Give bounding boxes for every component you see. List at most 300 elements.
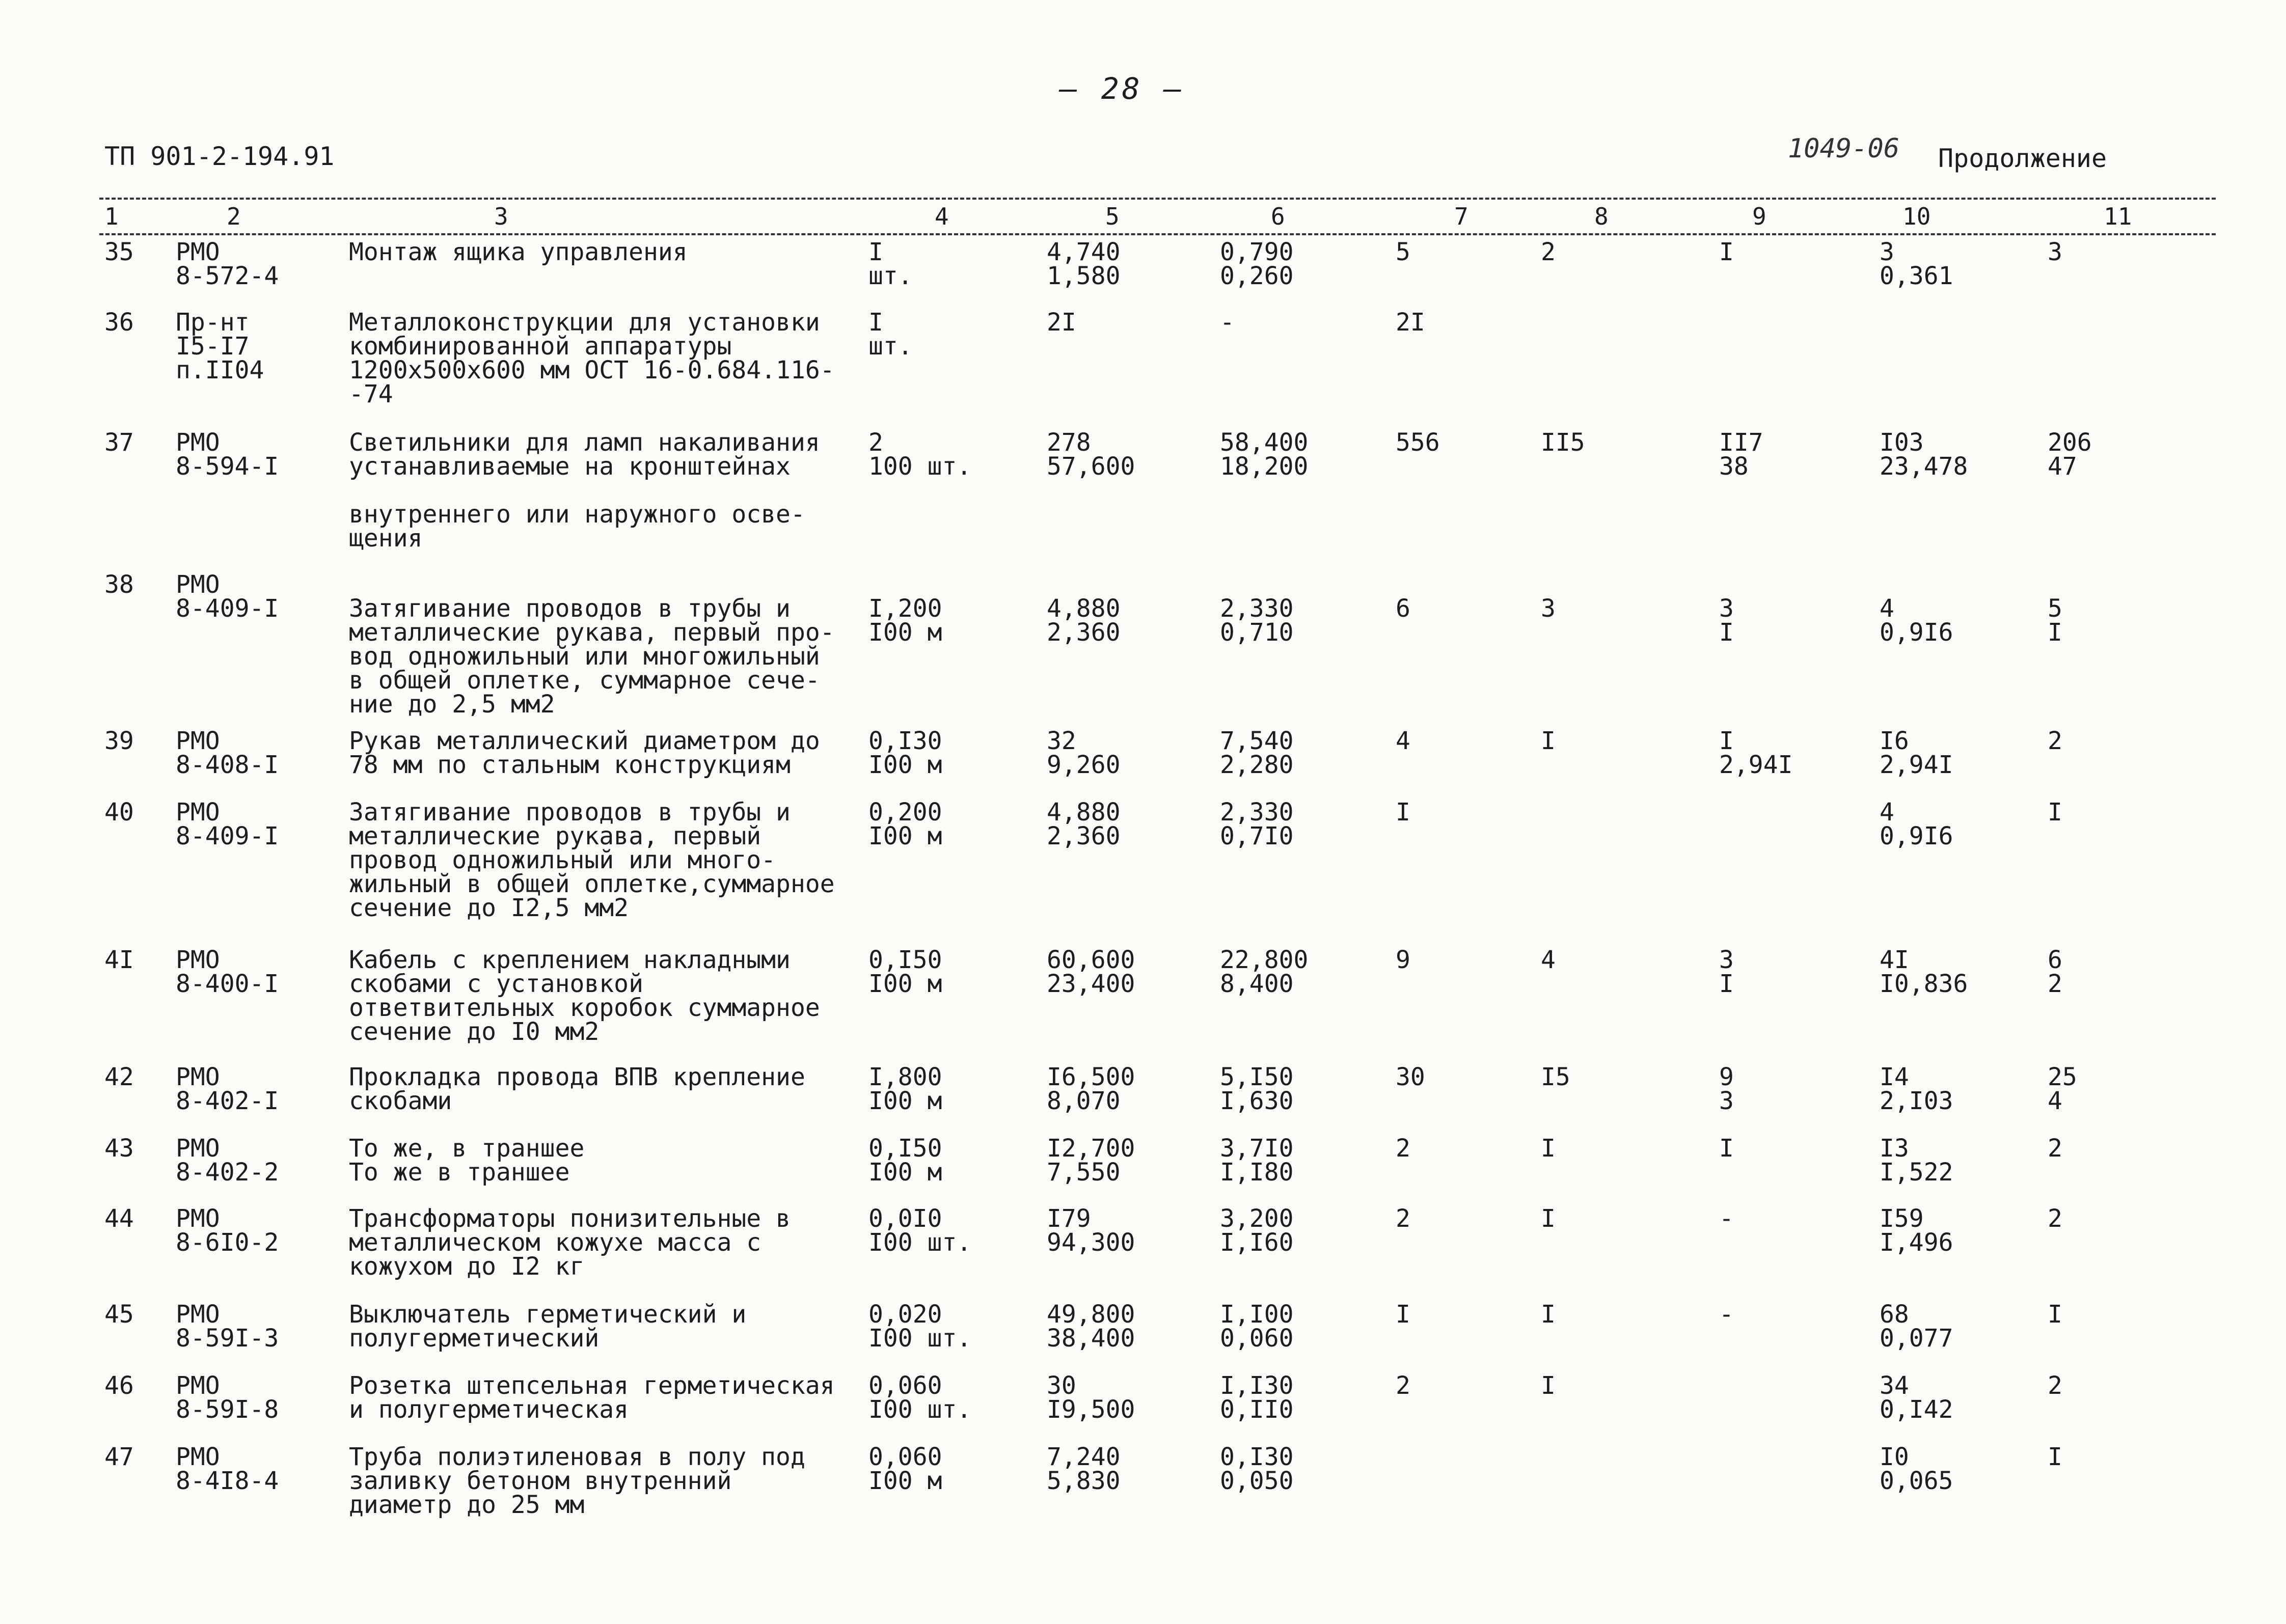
cell-line <box>1541 573 1556 597</box>
cell-line: I,800 <box>868 1063 942 1091</box>
cell-line: 4 <box>1541 946 1556 974</box>
cell-line: 4,880 <box>1047 594 1121 623</box>
cell-line: I <box>1396 798 1410 827</box>
cell-line: I <box>2048 1300 2062 1329</box>
cell-line: Розетка штепсельная герметическая <box>349 1371 835 1400</box>
cell-line: 3 <box>1719 946 1734 974</box>
cell-line: 3 <box>1719 1087 1734 1115</box>
cell-c9 <box>1719 729 1793 777</box>
cell-line: Металлоконструкции для установки <box>349 308 820 337</box>
cell-n: 38 <box>104 570 134 599</box>
cell-c10 <box>1880 1371 1953 1424</box>
cell-line: 0,060 <box>868 1371 942 1400</box>
cell-qty <box>868 798 942 850</box>
cell-line: 0,9I6 <box>1880 618 1953 647</box>
cell-c9 <box>1719 428 1763 481</box>
cell-n: 44 <box>104 1204 134 1233</box>
cell-line: Затягивание проводов в трубы и <box>349 798 791 827</box>
column-header-11: 11 <box>2104 203 2132 230</box>
cell-line: 23,400 <box>1047 970 1135 998</box>
table-header <box>99 198 2216 232</box>
cell-line: 0,050 <box>1220 1467 1294 1495</box>
cell-line: 2 <box>1541 238 1556 266</box>
cell-c9 <box>1719 1300 1734 1329</box>
cell-c10 <box>1880 1065 1953 1113</box>
cell-line: 8,070 <box>1047 1087 1121 1115</box>
cell-name <box>349 798 835 922</box>
cell-line: I00 м <box>868 822 942 850</box>
cell-c5 <box>1047 240 1121 288</box>
cell-line <box>1719 573 1734 597</box>
cell-qty <box>868 308 913 361</box>
cell-c7 <box>1396 240 1410 264</box>
cell-line: жильный в общей оплетке,суммарное <box>349 870 835 898</box>
cell-c5 <box>1047 729 1121 777</box>
cell-line: 2 <box>2048 1134 2062 1163</box>
cell-line: 1200х500х600 мм ОСТ 16-0.684.116- <box>349 356 835 384</box>
cell-line: I5-I7 <box>176 332 250 361</box>
cell-line: 0,9I6 <box>1880 822 1953 850</box>
cell-c11 <box>2048 1300 2062 1329</box>
cell-c7 <box>1396 573 1410 621</box>
cell-c5 <box>1047 428 1135 481</box>
column-header-5: 5 <box>1105 203 1120 230</box>
cell-line: металлическом кожухе масса с <box>349 1228 761 1257</box>
cell-line: I <box>1396 1300 1410 1329</box>
cell-c8 <box>1541 428 1585 457</box>
cell-line: 8-408-I <box>176 751 279 779</box>
cell-code <box>176 1371 279 1424</box>
cell-line: 8-59I-8 <box>176 1395 279 1424</box>
cell-c8 <box>1541 948 1556 972</box>
cell-name <box>349 948 820 1044</box>
cell-line: 38 <box>1719 452 1749 481</box>
cell-line: Светильники для ламп накаливания <box>349 428 820 457</box>
cell-line: 3,200 <box>1220 1204 1294 1233</box>
cell-line: 3 <box>2048 238 2062 266</box>
cell-line: 2,330 <box>1220 594 1294 623</box>
cell-c6 <box>1220 1204 1294 1257</box>
cell-line: I <box>1719 238 1734 266</box>
cell-line: I00 м <box>868 618 942 647</box>
cell-c6 <box>1220 308 1235 337</box>
cell-line: 4I <box>1880 946 1909 974</box>
cell-line: I0 <box>1880 1443 1909 1471</box>
cell-line: 49,800 <box>1047 1300 1135 1329</box>
cell-line: I00 шт. <box>868 1228 972 1257</box>
cell-c10 <box>1880 428 1968 481</box>
cell-line: 3 <box>1541 594 1556 623</box>
cell-line: I3 <box>1880 1134 1909 1163</box>
cell-line: 4 <box>1396 727 1410 755</box>
cell-line: Трансформаторы понизительные в <box>349 1204 791 1233</box>
cell-line: 8-4I8-4 <box>176 1467 279 1495</box>
cell-name <box>349 1371 835 1424</box>
cell-c6 <box>1220 1445 1294 1493</box>
cell-line: ние до 2,5 мм2 <box>349 690 555 719</box>
cell-line: I,I00 <box>1220 1300 1294 1329</box>
cell-line: РМО <box>176 946 220 974</box>
cell-line: 7,540 <box>1220 727 1294 755</box>
cell-line: То же, в траншее <box>349 1134 585 1163</box>
cell-n: 45 <box>104 1300 134 1329</box>
cell-line: I <box>2048 618 2062 647</box>
cell-line: 2I <box>1396 308 1425 337</box>
cell-line: Труба полиэтиленовая в полу под <box>349 1443 805 1471</box>
cell-line: и полугерметическая <box>349 1395 629 1424</box>
cell-n: 37 <box>104 428 134 457</box>
cell-line: металлические рукава, первый про- <box>349 618 835 647</box>
cell-c7 <box>1396 948 1410 972</box>
cell-c7 <box>1396 1300 1410 1329</box>
cell-qty <box>868 1300 972 1353</box>
cell-c8 <box>1541 1134 1556 1163</box>
cell-line: 0,I30 <box>868 727 942 755</box>
cell-line: 2,360 <box>1047 822 1121 850</box>
cell-line: 8-402-2 <box>176 1158 279 1187</box>
cell-qty <box>868 240 913 288</box>
cell-qty <box>868 573 942 645</box>
column-header-3: 3 <box>494 203 508 230</box>
cell-line: 4 <box>1880 798 1894 827</box>
cell-line: I6 <box>1880 727 1909 755</box>
cell-c10 <box>1880 240 1953 288</box>
cell-line: I,522 <box>1880 1158 1953 1187</box>
cell-line: I,I80 <box>1220 1158 1294 1187</box>
cell-c10 <box>1880 798 1953 850</box>
cell-qty <box>868 1445 942 1493</box>
cell-line <box>1047 573 1121 597</box>
cell-line: 32 <box>1047 727 1076 755</box>
cell-c6 <box>1220 729 1294 777</box>
cell-c8 <box>1541 573 1556 621</box>
column-header-9: 9 <box>1752 203 1766 230</box>
cell-line: - <box>1719 1300 1734 1329</box>
cell-c7 <box>1396 308 1425 337</box>
cell-line: 8-409-I <box>176 822 279 850</box>
cell-line: 38,400 <box>1047 1324 1135 1353</box>
cell-line: 4,880 <box>1047 798 1121 827</box>
cell-c11 <box>2048 798 2062 827</box>
cell-c8 <box>1541 729 1556 753</box>
cell-line: 0,060 <box>1220 1324 1294 1353</box>
cell-line: 0,077 <box>1880 1324 1953 1353</box>
cell-line: 556 <box>1396 428 1440 457</box>
cell-n: 35 <box>104 238 134 266</box>
cell-c10 <box>1880 729 1953 777</box>
cell-line: 68 <box>1880 1300 1909 1329</box>
cell-c11 <box>2048 1445 2062 1469</box>
cell-c10 <box>1880 1300 1953 1353</box>
column-header-1: 1 <box>104 203 119 230</box>
cell-line: I,I60 <box>1220 1228 1294 1257</box>
cell-line: 3,7I0 <box>1220 1134 1294 1163</box>
cell-line: 2,330 <box>1220 798 1294 827</box>
cell-line: - <box>1719 1204 1734 1233</box>
cell-c7 <box>1396 1371 1410 1400</box>
cell-line: I <box>1719 1134 1734 1163</box>
cell-line: Монтаж ящика управления <box>349 238 688 266</box>
cell-line: 8-6I0-2 <box>176 1228 279 1257</box>
cell-line: 5 <box>1396 238 1410 266</box>
cell-c7 <box>1396 1134 1410 1163</box>
cell-line: 23,478 <box>1880 452 1968 481</box>
cell-line: I00 м <box>868 751 942 779</box>
cell-line: 25 <box>2048 1063 2077 1091</box>
cell-c10 <box>1880 1445 1953 1493</box>
cell-line: 2 <box>1396 1134 1410 1163</box>
cell-line: I2,700 <box>1047 1134 1135 1163</box>
cell-line: 0,020 <box>868 1300 942 1329</box>
cell-c10 <box>1880 1134 1953 1187</box>
cell-c8 <box>1541 1204 1556 1233</box>
cell-line: РМО <box>176 1371 220 1400</box>
cell-line: I,496 <box>1880 1228 1953 1257</box>
cell-line: 9,260 <box>1047 751 1121 779</box>
cell-code <box>176 729 279 777</box>
cell-line: 5,I50 <box>1220 1063 1294 1091</box>
cell-line: I00 м <box>868 970 942 998</box>
cell-c5 <box>1047 948 1135 996</box>
cell-line: 0,II0 <box>1220 1395 1294 1424</box>
cell-line: 78 мм по стальным конструкциям <box>349 751 791 779</box>
document-code: ТП 901-2-194.91 <box>104 142 335 171</box>
cell-c9 <box>1719 1134 1734 1163</box>
cell-line: I59 <box>1880 1204 1924 1233</box>
cell-name <box>349 1204 791 1281</box>
cell-line: 34 <box>1880 1371 1909 1400</box>
cell-line: 0,200 <box>868 798 942 827</box>
cell-c11 <box>2048 729 2062 753</box>
cell-line: сечение до I2,5 мм2 <box>349 894 629 922</box>
cell-c9 <box>1719 1204 1734 1233</box>
cell-line: шт. <box>868 332 913 361</box>
cell-c10 <box>1880 948 1968 996</box>
cell-line: 8-409-I <box>176 594 279 623</box>
cell-line: - <box>1220 308 1235 337</box>
cell-name <box>349 1445 805 1517</box>
handwritten-note: 1049-06 <box>1788 133 1900 164</box>
cell-line: II7 <box>1719 428 1763 457</box>
cell-line: Затягивание проводов в трубы и <box>349 594 791 623</box>
cell-line: 3 <box>1880 238 1894 266</box>
cell-c6 <box>1220 1300 1294 1353</box>
cell-line: 0,710 <box>1220 618 1294 647</box>
cell-c6 <box>1220 948 1308 996</box>
cell-line: 0,I50 <box>868 946 942 974</box>
cell-line: Рукав металлический диаметром до <box>349 727 820 755</box>
cell-c11 <box>2048 573 2062 645</box>
cell-line: 1,580 <box>1047 262 1121 290</box>
column-header-6: 6 <box>1271 203 1285 230</box>
page-number: – 28 – <box>1059 71 1185 106</box>
cell-line: шт. <box>868 262 913 290</box>
cell-c9 <box>1719 1065 1734 1113</box>
column-header-10: 10 <box>1902 203 1931 230</box>
cell-line <box>1396 573 1410 597</box>
cell-line: 47 <box>2048 452 2077 481</box>
cell-line: I,630 <box>1220 1087 1294 1115</box>
cell-line: I <box>2048 1443 2062 1471</box>
cell-line: провод одножильный или много- <box>349 846 776 874</box>
cell-code <box>176 1065 279 1113</box>
column-header-2: 2 <box>227 203 241 230</box>
cell-line: -74 <box>349 380 393 408</box>
cell-line: 22,800 <box>1220 946 1309 974</box>
cell-n: 39 <box>104 727 134 755</box>
cell-c11 <box>2048 428 2092 481</box>
cell-c7 <box>1396 729 1410 753</box>
cell-line: I79 <box>1047 1204 1091 1233</box>
cell-c6 <box>1220 573 1294 645</box>
cell-line: Выключатель герметический и <box>349 1300 747 1329</box>
cell-line: I <box>1541 1134 1556 1163</box>
cell-line: I00 шт. <box>868 1395 972 1424</box>
cell-line: 0,060 <box>868 1443 942 1471</box>
cell-line: 5 <box>2048 594 2062 623</box>
cell-code <box>176 1134 279 1187</box>
cell-line: 0,I30 <box>1220 1443 1294 1471</box>
cell-line: То же в траншее <box>349 1158 570 1187</box>
cell-c11 <box>2048 1134 2062 1163</box>
cell-qty <box>868 1065 942 1113</box>
cell-line: 30 <box>1396 1063 1425 1091</box>
cell-line: кожухом до I2 кг <box>349 1252 585 1281</box>
cell-line: I6,500 <box>1047 1063 1135 1091</box>
cell-line: 30 <box>1047 1371 1076 1400</box>
cell-line: I5 <box>1541 1063 1570 1091</box>
cell-c8 <box>1541 240 1556 264</box>
cell-line: I9,500 <box>1047 1395 1135 1424</box>
cell-c11 <box>2048 948 2062 996</box>
cell-c5 <box>1047 1065 1135 1113</box>
cell-line: сечение до I0 мм2 <box>349 1017 600 1046</box>
cell-line: I <box>2048 798 2062 827</box>
cell-line: Кабель с креплением накладными <box>349 946 791 974</box>
cell-line: I0,836 <box>1880 970 1968 998</box>
cell-line: 6 <box>1396 594 1410 623</box>
cell-c9 <box>1719 948 1734 996</box>
cell-line: комбинированной аппаратуры <box>349 332 732 361</box>
cell-name <box>349 308 835 408</box>
cell-line: 7,550 <box>1047 1158 1121 1187</box>
cell-line: 2 <box>2048 1204 2062 1233</box>
cell-c6 <box>1220 428 1309 481</box>
cell-code <box>176 1204 279 1257</box>
cell-c8 <box>1541 1065 1570 1089</box>
cell-line: I00 шт. <box>868 1324 972 1353</box>
cell-line: 2,360 <box>1047 618 1121 647</box>
cell-line: 2,94I <box>1719 751 1793 779</box>
cell-line <box>2048 573 2062 597</box>
cell-name <box>349 1300 747 1353</box>
cell-line: I03 <box>1880 428 1924 457</box>
cell-n: 47 <box>104 1443 134 1471</box>
cell-line: 9 <box>1719 1063 1734 1091</box>
cell-line <box>1220 573 1294 597</box>
cell-c6 <box>1220 1134 1294 1187</box>
cell-qty <box>868 1371 972 1424</box>
cell-name <box>349 729 820 777</box>
cell-code <box>176 1300 279 1353</box>
cell-n: 46 <box>104 1371 134 1400</box>
cell-line: 206 <box>2048 428 2092 457</box>
cell-c7 <box>1396 428 1440 457</box>
cell-line: Прокладка провода ВПВ крепление <box>349 1063 805 1091</box>
cell-line: 2 <box>2048 970 2062 998</box>
cell-n: 4I <box>104 946 134 974</box>
cell-line: внутреннего или наружного осве- <box>349 500 805 529</box>
cell-c11 <box>2048 1065 2077 1113</box>
cell-c5 <box>1047 1371 1135 1424</box>
header-bottom-rule <box>99 233 2216 235</box>
cell-c11 <box>2048 240 2062 264</box>
cell-n: 40 <box>104 798 134 827</box>
cell-code <box>176 428 279 481</box>
cell-line: 8-400-I <box>176 970 279 998</box>
cell-line: I <box>868 308 883 337</box>
cell-line: 6 <box>2048 946 2062 974</box>
cell-name <box>349 1134 585 1187</box>
cell-line: РМО <box>176 1063 220 1091</box>
cell-line: 2 <box>1396 1204 1410 1233</box>
cell-line: РМО <box>176 1300 220 1329</box>
cell-line: 4 <box>2048 1087 2062 1115</box>
cell-c5 <box>1047 1204 1135 1257</box>
cell-line: 9 <box>1396 946 1410 974</box>
cell-line: I,200 <box>868 594 942 623</box>
cell-name <box>349 1065 805 1113</box>
cell-c6 <box>1220 1371 1294 1424</box>
cell-n: 43 <box>104 1134 134 1163</box>
cell-line: заливку бетоном внутренний <box>349 1467 732 1495</box>
cell-line: 3 <box>1719 594 1734 623</box>
cell-c7 <box>1396 798 1410 827</box>
cell-qty <box>868 1204 972 1257</box>
cell-c5 <box>1047 573 1121 645</box>
cell-c9 <box>1719 573 1734 645</box>
cell-c7 <box>1396 1065 1425 1089</box>
column-header-8: 8 <box>1594 203 1609 230</box>
cell-line <box>349 573 835 597</box>
cell-code <box>176 570 279 623</box>
cell-c5 <box>1047 1445 1121 1493</box>
cell-c8 <box>1541 1371 1556 1400</box>
cell-line: 8-59I-3 <box>176 1324 279 1353</box>
cell-name <box>349 240 688 264</box>
cell-name <box>349 573 835 717</box>
cell-line: I <box>868 238 883 266</box>
continuation-label: Продолжение <box>1938 144 2107 173</box>
cell-line: ответвительных коробок суммарное <box>349 994 820 1022</box>
cell-n: 36 <box>104 308 134 337</box>
cell-c5 <box>1047 1134 1135 1187</box>
cell-c6 <box>1220 1065 1294 1113</box>
cell-line: РМО <box>176 1204 220 1233</box>
cell-code <box>176 948 279 996</box>
cell-line: РМО <box>176 798 220 827</box>
cell-line: п.II04 <box>176 356 264 384</box>
cell-line: 0,260 <box>1220 262 1294 290</box>
cell-line: I00 м <box>868 1087 942 1115</box>
cell-line: 5,830 <box>1047 1467 1121 1495</box>
cell-line: I <box>1719 970 1734 998</box>
cell-line: 100 шт. <box>868 452 972 481</box>
cell-line: 7,240 <box>1047 1443 1121 1471</box>
cell-qty <box>868 948 942 996</box>
cell-line: 0,0I0 <box>868 1204 942 1233</box>
cell-line: 4 <box>1880 594 1894 623</box>
